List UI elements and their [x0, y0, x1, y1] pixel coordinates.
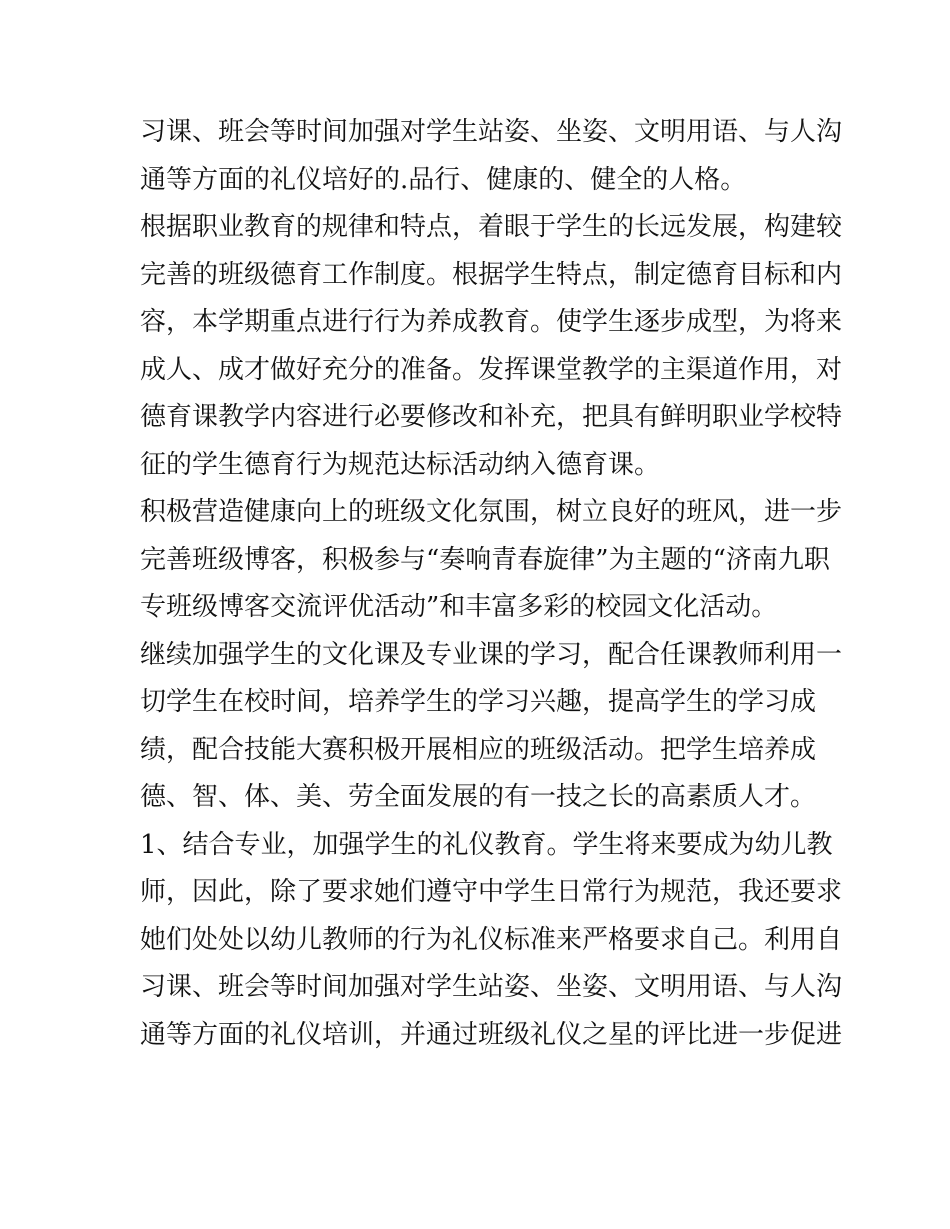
text-line: 积极营造健康向上的班级文化氛围，树立良好的班风，进一步 — [140, 497, 843, 527]
text-line: 容，本学期重点进行行为养成教育。使学生逐步成型，为将来 — [140, 307, 843, 337]
text-line: 她们处处以幼儿教师的行为礼仪标准来严格要求自己。利用自 — [140, 924, 843, 955]
text-line: 通等方面的礼仪培训，并通过班级礼仪之星的评比进一步促进 — [140, 1019, 843, 1050]
text-line: 完善班级博客，积极参与“奏响青春旋律”为主题的“济南九职 — [140, 544, 830, 575]
text-line: 完善的班级德育工作制度。根据学生特点，制定德育目标和内 — [140, 259, 843, 290]
text-line: 征的学生德育行为规范达标活动纳入德育课。 — [140, 449, 661, 480]
text-line: 习课、班会等时间加强对学生站姿、坐姿、文明用语、与人沟 — [140, 117, 843, 147]
text-line: 切学生在校时间，培养学生的学习兴趣，提高学生的学习成 — [140, 687, 817, 717]
text-line: 根据职业教育的规律和特点，着眼于学生的长远发展，构建较 — [140, 212, 843, 242]
text-line: 师，因此，除了要求她们遵守中学生日常行为规范，我还要求 — [140, 877, 843, 907]
text-line: 德育课教学内容进行必要修改和补充，把具有鲜明职业学校特 — [140, 402, 843, 432]
text-line: 通等方面的礼仪培好的.品行、健康的、健全的人格。 — [140, 164, 747, 195]
text-line: 专班级博客交流评优活动”和丰富多彩的校园文化活动。 — [140, 592, 778, 622]
body-text — [140, 109, 843, 1059]
text-line: 习课、班会等时间加强对学生站姿、坐姿、文明用语、与人沟 — [140, 972, 843, 1002]
text-line: 继续加强学生的文化课及专业课的学习，配合任课教师利用一 — [140, 639, 843, 670]
text-line: 德、智、体、美、劳全面发展的有一技之长的高素质人才。 — [140, 782, 817, 812]
text-line: 成人、成才做好充分的准备。发挥课堂教学的主渠道作用，对 — [140, 354, 843, 385]
text-line: 1、结合专业，加强学生的礼仪教育。学生将来要成为幼儿教 — [140, 829, 833, 860]
text-line: 绩，配合技能大赛积极开展相应的班级活动。把学生培养成 — [140, 734, 817, 765]
